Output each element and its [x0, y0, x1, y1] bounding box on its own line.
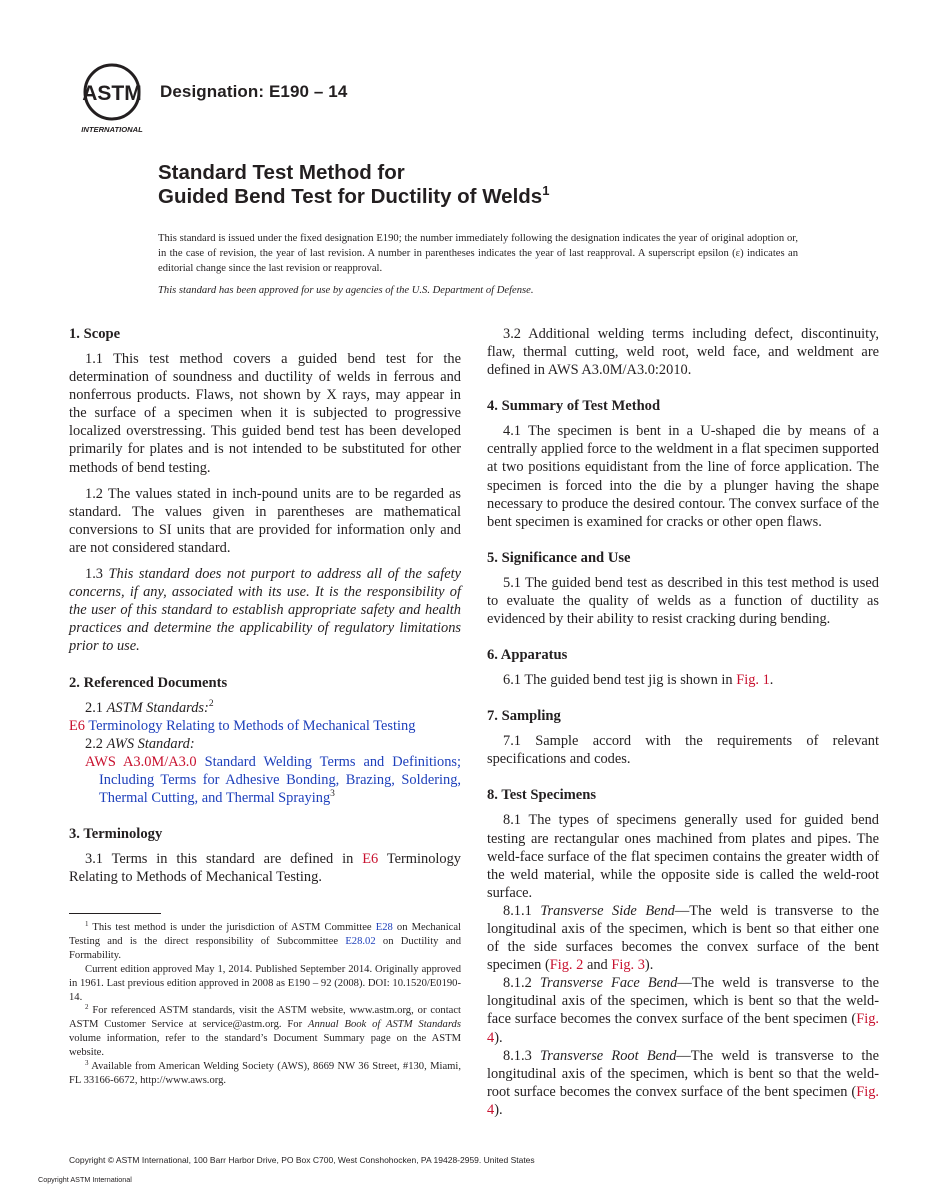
astm-logo	[72, 62, 152, 136]
paragraph-1-2: 1.2 The values stated in inch-pound units are to be regarded as standard. The values given in parentheses are mathematical conversions to SI units that are provided for information only and are not considered standard.	[69, 485, 461, 556]
footnote-rule	[69, 913, 161, 914]
section-heading-referenced: 2. Referenced Documents	[69, 674, 228, 691]
paragraph-1-1: 1.1 This test method covers a guided bend test for the determination of soundness and ductility of welds in ferrous and nonferrous products. Flaws, not shown by X rays, may appear in the surface of a specimen when it is subjected to progressive localized overstressing. This guided bend test has been developed primarily for plates and is not intended to be substituted for other methods of bend testing.	[69, 351, 461, 476]
section-heading-apparatus: 6. Apparatus	[487, 647, 568, 664]
licensed-footer: Copyright ASTM International	[38, 1175, 132, 1184]
paragraph-8-1-1: 8.1.1 Transverse Side Bend—The weld is transverse to the longitudinal axis of the specimen, which is bent so that either one of the side surfaces becomes the convex surface of the bent specimen (Fig. 2 and Fig. 3).	[487, 902, 879, 974]
title-line-2: Guided Bend Test for Ductility of Welds$^1$	[158, 183, 550, 208]
preamble-dod: This standard has been approved for use by agencies of the U.S. Department of Defense.	[158, 285, 534, 296]
paragraph-1-3: 1.3 This standard does not purport to address all of the safety concerns, if any, associated with its use. It is the responsibility of the user of this standard to establish appropriate safety and health practices and determine the applicability of regulatory limitations prior to use.	[69, 566, 461, 655]
preamble	[158, 231, 798, 298]
link-e28-02[interactable]: E28.02	[345, 935, 376, 947]
paragraph-3-2: 3.2 Additional welding terms including defect, discontinuity, flaw, thermal cutting, weld root, weld face, and weldment are defined in AWS A3.0M/A3.0:2010.	[487, 326, 879, 379]
document-title	[158, 161, 549, 209]
section-heading-summary: 4. Summary of Test Method	[487, 398, 661, 415]
reference-aws[interactable]: AWS A3.0M/A3.0 Standard Welding Terms and Definitions; Including Terms for Adhesive Bonding, Brazing, Soldering, Thermal Cutting, and Thermal Spraying$^3$	[85, 753, 461, 806]
footnote-edition: Current edition approved May 1, 2014. Published September 2014. Originally approved in 1961. Last previous edition approved in 2008 as E190 – 92 (2008). DOI: 10.1520/E0190-14.	[69, 963, 461, 1003]
section-heading-sampling: 7. Sampling	[487, 708, 561, 725]
ref-title-e6[interactable]: Terminology Relating to Methods of Mechanical Testing	[88, 717, 416, 734]
ref-code-e6[interactable]: E6	[69, 717, 85, 734]
left-column	[69, 325, 461, 886]
astm-standards-label: 2.1 ASTM Standards:$^2$	[85, 698, 214, 716]
preamble-issued: This standard is issued under the fixed designation E190; the number immediately following the designation indicates the year of original adoption or, in the case of revision, the year of last revision. A number in parentheses indicates the year of last reapproval. A superscript epsilon (ε) indicates an editorial change since the last revision or reapproval.	[158, 233, 798, 274]
designation: Designation: E190 – 14	[160, 82, 348, 101]
footnote-1: $^1$ This test method is under the jurisdiction of ASTM Committee E28 on Mechanical Testing and is the direct responsibility of Subcommittee E28.02 on Ductility and Formability.	[69, 920, 461, 961]
section-heading-significance: 5. Significance and Use	[487, 549, 631, 566]
copyright-footer: Copyright © ASTM International, 100 Barr Harbor Drive, PO Box C700, West Conshohocken, PA 19428-2959. United States	[69, 1155, 535, 1165]
paragraph-3-1: 3.1 Terms in this standard are defined in E6 Terminology Relating to Methods of Mechanical Testing.	[69, 851, 461, 886]
ref-e6-inline[interactable]: E6	[362, 851, 379, 868]
paragraph-6-1: 6.1 The guided bend test jig is shown in Fig. 1.	[503, 672, 774, 689]
ref-title-aws[interactable]: Standard Welding Terms and Definitions; Including Terms for Adhesive Bonding, Brazing, Soldering, Thermal Cutting, and Thermal Spraying	[99, 753, 461, 806]
title-footnote-mark: 1	[542, 183, 550, 198]
link-e28[interactable]: E28	[375, 922, 393, 933]
svg-text:INTERNATIONAL: INTERNATIONAL	[81, 125, 143, 134]
astm-logo-mark	[72, 62, 152, 136]
paragraph-5-1: 5.1 The guided bend test as described in this test method is used to evaluate the quality of welds as a function of ductility as evidenced by their ability to resist cracking during bending.	[487, 574, 879, 628]
ref-fig-2[interactable]: Fig. 2	[549, 957, 584, 974]
footnote-3: $^3$ Available from American Welding Society (AWS), 8669 NW 36 Street, #130, Miami, FL 33166-6672, http://www.aws.org.	[69, 1059, 461, 1086]
svg-text:ASTM: ASTM	[82, 82, 142, 105]
ref-code-aws[interactable]: AWS A3.0M/A3.0	[85, 753, 197, 770]
paragraph-8-1-3: 8.1.3 Transverse Root Bend—The weld is transverse to the longitudinal axis of the specimen, which is bent so that the weld-root surface becomes the convex surface of the bent specimen (Fig. 4).	[487, 1047, 879, 1118]
section-heading-scope: 1. Scope	[69, 326, 121, 342]
reference-e6[interactable]	[69, 717, 461, 735]
paragraph-4-1: 4.1 The specimen is bent in a U-shaped die by means of a centrally applied force to the weldment in a flat specimen supported at two positions equidistant from the line of force application. The specimen is forced into the die by a plunger having the shape necessary to produce the desired contour. The convex surface of the bent specimen is examined for cracks or other open flaws.	[487, 423, 879, 530]
footnotes	[69, 921, 461, 1088]
section-heading-specimens: 8. Test Specimens	[487, 787, 597, 804]
ref-fig-1[interactable]: Fig. 1	[736, 672, 770, 689]
paragraph-7-1: 7.1 Sample accord with the requirements of relevant specifications and codes.	[487, 733, 879, 768]
aws-standard-label: 2.2 AWS Standard:	[85, 735, 195, 752]
ref-fig-3[interactable]: Fig. 3	[611, 957, 645, 974]
paragraph-8-1: 8.1 The types of specimens generally used for guided bend testing are rectangular ones machined from plates and pipes. The weld-face surface of the flat specimen contains the greater width of the weld material, while the opposite side is called the weld-root surface.	[487, 812, 879, 901]
paragraph-8-1-2: 8.1.2 Transverse Face Bend—The weld is transverse to the longitudinal axis of the specimen, which is bent so that the weld-face surface becomes the convex surface of the bent specimen (Fig. 4).	[487, 975, 880, 1046]
footnote-2: $^2$ For referenced ASTM standards, visit the ASTM website, www.astm.org, or contact ASTM Customer Service at service@astm.org. For Annual Book of ASTM Standards volume information, refer to the standard’s Document Summary page on the ASTM website.	[69, 1003, 461, 1059]
ref-fig-4-a[interactable]: Fig. 4	[487, 1011, 879, 1046]
section-heading-terminology: 3. Terminology	[69, 826, 163, 843]
title-line-1: Standard Test Method for	[158, 161, 405, 184]
right-column	[487, 325, 879, 1119]
ref-fig-4-b[interactable]: Fig. 4	[487, 1083, 879, 1118]
